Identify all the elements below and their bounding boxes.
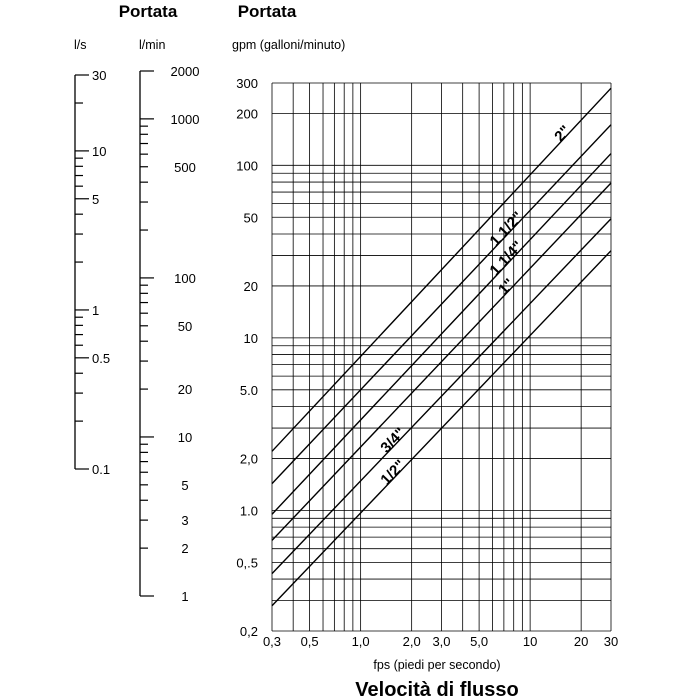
x-tick-labels	[263, 634, 618, 649]
y-tick-label: 10	[243, 330, 258, 346]
x-tick-label: 0,3	[262, 634, 282, 649]
y-tick-label: 50	[243, 210, 258, 226]
series-label: 1 1/2"	[486, 208, 527, 250]
lmin-scale-label: 1000	[170, 111, 200, 127]
lmin-scale-label: 10	[177, 429, 193, 445]
x-tick-label: 20	[573, 634, 589, 649]
x-tick-label: 30	[603, 634, 619, 649]
left-heading: Portata	[118, 2, 178, 21]
lmin-scale-label: 20	[177, 382, 193, 398]
ls-scale-label: 10	[92, 143, 107, 159]
y-tick-label: 300	[236, 76, 258, 91]
lmin-scale-label: 3	[181, 513, 189, 529]
right-heading: Portata	[237, 2, 297, 21]
ls-unit-label: l/s	[74, 38, 87, 52]
x-axis-title: Velocità di flusso	[355, 679, 519, 700]
y-tick-labels	[236, 76, 258, 639]
series-label: 1/2"	[377, 456, 410, 489]
series-label: 3/4"	[377, 424, 410, 457]
lmin-scale-label: 2	[181, 541, 189, 557]
lmin-scale-label: 1	[181, 589, 189, 604]
series-label: 1 1/4"	[486, 237, 527, 280]
lmin-scale-label: 100	[174, 270, 196, 286]
ls-scale	[75, 68, 110, 477]
series-label: 1"	[495, 275, 519, 299]
lmin-scale-label: 50	[177, 318, 193, 334]
y-tick-label: 0,2	[239, 624, 258, 639]
y-tick-label: 0,.5	[236, 555, 258, 571]
lmin-scale-label: 2000	[170, 64, 200, 79]
ls-scale-label: 1	[92, 302, 100, 318]
x-tick-label: 5,0	[470, 634, 489, 649]
gpm-unit-label: gpm (galloni/minuto)	[232, 38, 346, 52]
x-axis-label: fps (piedi per secondo)	[373, 658, 501, 672]
series-labels	[377, 122, 574, 488]
series-label: 2"	[551, 122, 575, 146]
lmin-scale	[140, 64, 199, 604]
lmin-unit-label: l/min	[139, 38, 166, 52]
plot-grid	[272, 83, 611, 631]
ls-scale-label: 5	[92, 191, 100, 207]
x-tick-label: 0,5	[300, 634, 319, 649]
ls-scale-label: 30	[92, 68, 107, 83]
lmin-scale-label: 500	[174, 159, 196, 175]
y-tick-label: 1.0	[239, 503, 258, 519]
x-tick-label: 2,0	[402, 634, 421, 649]
x-tick-label: 1,0	[351, 634, 370, 649]
y-tick-label: 20	[243, 278, 258, 294]
y-tick-label: 200	[236, 106, 258, 122]
lmin-scale-label: 5	[181, 477, 189, 493]
ls-scale-label: 0.1	[92, 462, 111, 477]
y-tick-label: 2,0	[239, 451, 258, 467]
y-tick-label: 5.0	[239, 382, 258, 398]
ls-scale-label: 0.5	[92, 350, 111, 366]
y-tick-label: 100	[236, 158, 258, 174]
x-tick-label: 3,0	[432, 634, 451, 649]
x-tick-label: 10	[522, 634, 538, 649]
